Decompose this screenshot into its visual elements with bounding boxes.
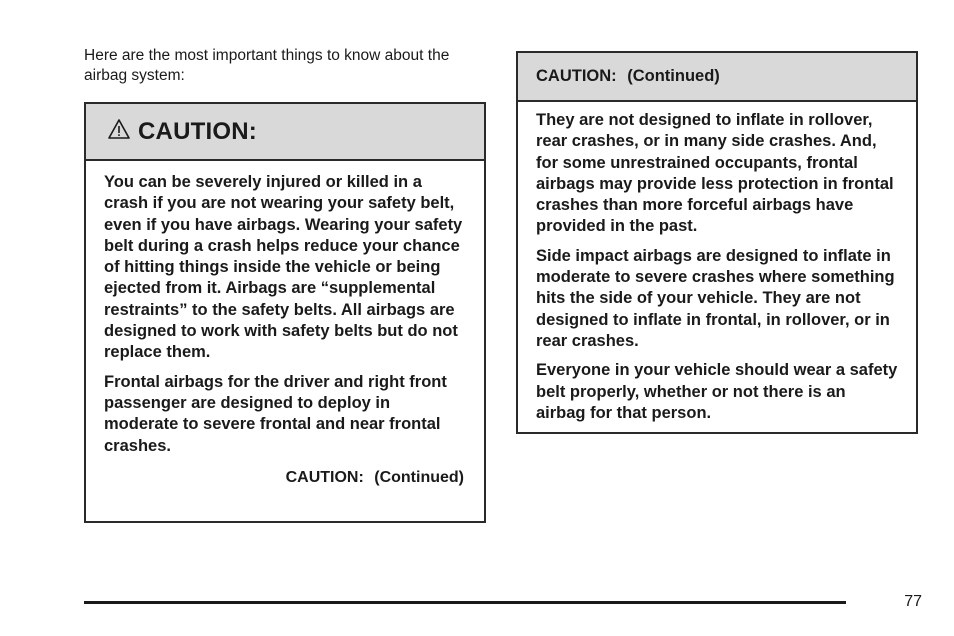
caution-header	[86, 104, 484, 161]
caution-paragraph: They are not designed to inflate in rollover, rear crashes, or in many side crashes. And, for some unrestrained occupants, frontal airbags may provide less protection in frontal crashes than more forceful airbags have provided in the past.	[536, 111, 894, 236]
caution-paragraph: You can be severely injured or killed in a crash if you are not wearing your safety belt, even if you have airbags. Wearing your safety belt during a crash helps reduce your chance of hitting things inside the vehicle or being ejected from it. Airbags are “supplemental restraints” to the safety belts. All airbags are designed to work with safety belts but do not replace them.	[104, 173, 463, 362]
caution-continued-box	[516, 51, 918, 434]
warning-triangle-icon	[108, 118, 130, 140]
footer-divider	[84, 601, 846, 604]
continued-label: CAUTION: (Continued)	[285, 468, 464, 486]
caution-continued-header	[518, 53, 916, 102]
caution-box	[84, 102, 486, 523]
page-number: 77	[904, 593, 922, 610]
caution-paragraph: Frontal airbags for the driver and right front passenger are designed to deploy in moderate to severe frontal and near frontal crashes.	[104, 372, 447, 455]
intro-text: Here are the most important things to know about the airbag system:	[84, 47, 450, 84]
caution-paragraph: Everyone in your vehicle should wear a safety belt properly, whether or not there is an airbag for that person.	[536, 361, 898, 422]
caution-paragraph: Side impact airbags are designed to inflate in moderate to severe crashes where something hits the side of your vehicle. They are not designed to inflate in frontal, in rollover, or in rear crashes.	[536, 246, 895, 350]
caution-continued-title: CAUTION: (Continued)	[536, 67, 720, 85]
caution-continued-body	[518, 102, 916, 424]
caution-title: CAUTION:	[138, 117, 257, 145]
caution-body	[86, 161, 484, 487]
